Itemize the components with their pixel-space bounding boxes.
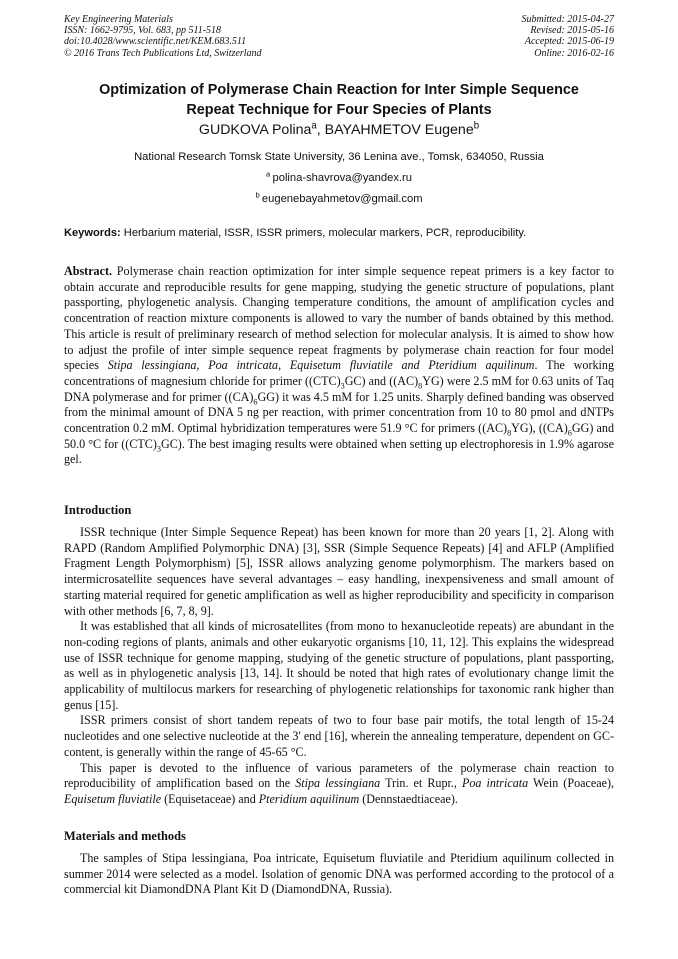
abstract-paragraph — [64, 264, 614, 468]
keywords-label: Keywords: — [64, 227, 121, 239]
subscript: 6 — [567, 428, 572, 438]
online-date: Online: 2016-02-16 — [534, 47, 614, 59]
email-a-mark: a — [266, 169, 271, 179]
journal-info — [64, 14, 262, 59]
subscript: 8 — [507, 428, 512, 438]
abstract-label: Abstract. — [64, 264, 113, 278]
email-b-line — [0, 191, 678, 207]
subscript: 3 — [156, 444, 161, 454]
author-2: BAYAHMETOV Eugene — [324, 122, 474, 138]
subscript: 8 — [418, 381, 423, 391]
abstract-text: YG), ((CA) — [511, 421, 568, 436]
email-b-mark: b — [255, 190, 260, 200]
subscript: 6 — [253, 397, 258, 407]
introduction-heading: Introduction — [64, 503, 132, 517]
abstract-text: GG) and 50.0 °C for ((CTC) — [64, 421, 614, 451]
abstract-text: GC) and ((AC) — [344, 373, 419, 388]
intro-paragraph-2: It was established that all kinds of microsatellites (from mono to hexanucleotide repeats) are abundant in the non-coding regions of plants, animals and other eukaryotic organisms [10, 11, 12]. This explains the widespread use of ISSR technique for genome mapping, studying of the genetic structure of populations, plant passporting, as well as in phylogenetic analysis [13, 14]. It should be noted that high rates of evolutionary change limit the applicability of multilocus markers for researching of phylogenetic relationships for taxonomic rank higher than genus [15]. — [64, 619, 614, 712]
species-name: Pteridium aquilinum — [258, 791, 360, 806]
email-a[interactable]: polina-shavrova@yandex.ru — [272, 172, 412, 184]
subscript: 3 — [340, 381, 345, 391]
accepted-date: Accepted: 2015-06-19 — [524, 36, 614, 48]
materials-methods-section — [64, 851, 614, 898]
intro-text: (Dennstaedtiaceae). — [359, 791, 458, 806]
issn-line: ISSN: 1662-9795, Vol. 683, pp 511-518 — [64, 25, 222, 37]
author-1: GUDKOVA Polina — [198, 122, 312, 138]
mm-paragraph-1: The samples of Stipa lessingiana, Poa intricate, Equisetum fluviatile and Pteridium aquilinum collected in summer 2014 were selected as a model. Isolation of genomic DNA was performed according to the protocol of a commercial kit DiamondDNA Plant Kit D (DiamondDNA, Russia). — [64, 851, 614, 897]
intro-text: This paper is devoted to the influence of various parameters of the polymerase chain reaction to reproducibility of amplification based on the — [64, 760, 614, 791]
doi-line: doi:10.4028/www.scientific.net/KEM.683.511 — [64, 36, 247, 48]
abstract-text: Polymerase chain reaction optimization for inter simple sequence repeat primers is a key factor to obtain accurate and reproducible results for gene mapping, studying the genetic structure of populations, plant passporting, phylogenetic analysis. Changing temperature conditions, the amount of amplification cycles and concentration of reaction mixture components is allowed to vary the number of bands obtained by this method. This article is result of preliminary research of method selection for molecular analysis. It is aimed to show how to adjust the profile of inter simple sequence repeat fragments by polymerase chain reaction for four model species — [64, 264, 614, 373]
affiliation: National Research Tomsk State University, 36 Lenina ave., Tomsk, 634050, Russia — [134, 151, 544, 163]
title-line-2: Repeat Technique for Four Species of Plants — [186, 102, 492, 118]
paper-title — [50, 80, 628, 120]
author-separator: , — [316, 122, 325, 138]
intro-text: Wein (Poaceae), — [528, 776, 614, 791]
copyright-line: © 2016 Trans Tech Publications Ltd, Switzerland — [64, 47, 262, 59]
abstract-text: YG) were 2.5 mM for 0.63 units of Taq DNA polymerase and for primer ((CA) — [64, 373, 614, 404]
intro-paragraph-4 — [64, 761, 614, 808]
species-name: Stipa lessingiana — [295, 776, 381, 791]
keywords-text: Herbarium material, ISSR, ISSR primers, molecular markers, PCR, reproducibility. — [120, 227, 527, 239]
abstract-text: GC). The best imaging results were obtained when setting up electrophoresis in 1.9% agarose gel. — [64, 436, 615, 467]
abstract-text: GG) it was 4.5 mM for 1.25 units. Sharply defined banding was observed from the minimal amount of DNA 5 ng per reaction, with primer concentration from 10 to 80 pmol and dNTPs concentration 0.2 mM. Optimal hybridization temperatures were 51.9 °C for primers ((AC) — [64, 389, 615, 436]
revised-date: Revised: 2015-05-16 — [530, 25, 614, 37]
abstract-text: . The working concentrations of magnesium chloride for primer ((CTC) — [64, 358, 614, 388]
abstract-species: Stipa lessingiana, Poa intricata, Equisetum fluviatile and Pteridium aquilinum — [107, 358, 535, 373]
species-name: Equisetum fluviatile — [64, 791, 162, 806]
materials-methods-heading: Materials and methods — [64, 829, 186, 843]
author-1-mark: a — [311, 120, 317, 132]
abstract — [64, 264, 614, 468]
submitted-date: Submitted: 2015-04-27 — [521, 14, 614, 25]
species-name: Poa intricata — [461, 776, 529, 791]
journal-name: Key Engineering Materials — [64, 14, 173, 25]
author-list — [0, 121, 678, 139]
submission-dates — [522, 14, 615, 59]
author-2-mark: b — [473, 120, 480, 132]
introduction-section — [64, 525, 614, 808]
intro-text: Trin. et Rupr., — [380, 776, 462, 791]
intro-text: (Equisetaceae) and — [161, 791, 259, 806]
keywords — [64, 225, 624, 241]
intro-paragraph-3: ISSR primers consist of short tandem repeats of two to four base pair motifs, the total length of 15-24 nucleotides and one selective nucleotide at the 3' end [16], wherein the annealing temperature, dependent on GC-content, is generally within the range of 45-65 °C. — [64, 713, 614, 759]
title-line-1: Optimization of Polymerase Chain Reaction for Inter Simple Sequence — [99, 82, 579, 98]
email-a-line — [0, 170, 678, 186]
intro-paragraph-1: ISSR technique (Inter Simple Sequence Repeat) has been known for more than 20 years [1, 2]. Along with RAPD (Random Amplified Polymorphic DNA) [3], SSR (Simple Sequence Repeats) [4] and AFLP (Amplified Fragment Length Polymorphism) [5], ISSR allows analyzing genome polymorphism. The markers based on intermicrosatellite sequences have several advantages – easy handling, inexpensiveness and small amount of starting material required for genetic amplification as well as higher reproducibility and specificity in comparison with other methods [6, 7, 8, 9]. — [64, 525, 614, 618]
email-b[interactable]: eugenebayahmetov@gmail.com — [261, 193, 423, 205]
